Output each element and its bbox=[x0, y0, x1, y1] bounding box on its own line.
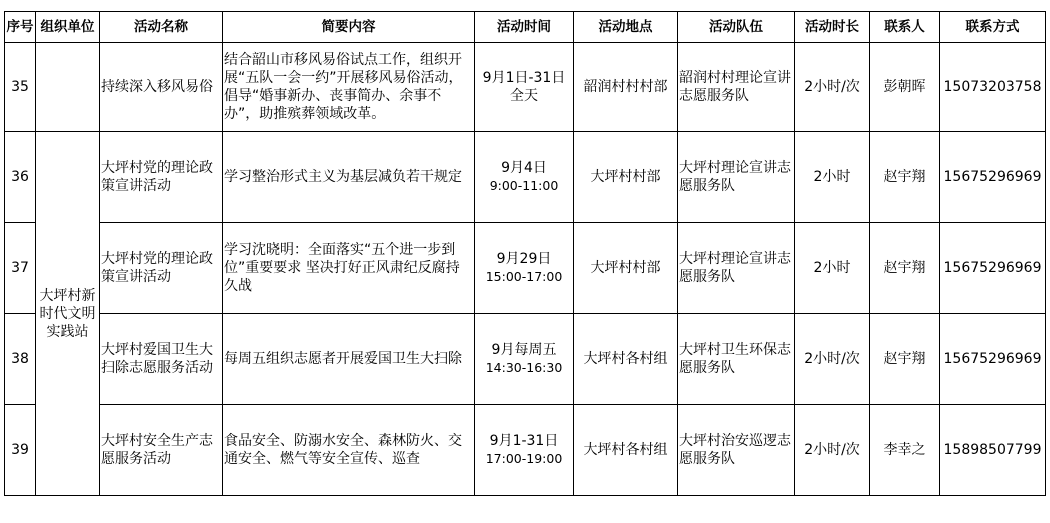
activity-time bbox=[475, 405, 574, 496]
activity-place: 大坪村村部 bbox=[574, 223, 678, 314]
activity-place: 大坪村各村组 bbox=[574, 314, 678, 405]
activity-place: 大坪村各村组 bbox=[574, 405, 678, 496]
time-date: 9月每周五 bbox=[491, 342, 557, 358]
activity-duration: 2小时/次 bbox=[795, 314, 870, 405]
activity-content: 每周五组织志愿者开展爱国卫生大扫除 bbox=[223, 314, 475, 405]
contact-phone: 15073203758 bbox=[940, 43, 1046, 132]
contact-phone: 15675296969 bbox=[940, 314, 1046, 405]
header-cell: 联系人 bbox=[870, 12, 940, 43]
time-date: 9月29日 bbox=[496, 251, 552, 267]
activity-time bbox=[475, 314, 574, 405]
time-date: 9月4日 bbox=[501, 160, 547, 176]
contact-person: 赵宇翔 bbox=[870, 314, 940, 405]
activity-name: 大坪村爱国卫生大扫除志愿服务活动 bbox=[100, 314, 223, 405]
header-cell: 联系方式 bbox=[940, 12, 1046, 43]
table-row bbox=[5, 43, 1046, 132]
header-cell: 序号 bbox=[5, 12, 36, 43]
row-number: 38 bbox=[5, 314, 36, 405]
header-cell: 活动地点 bbox=[574, 12, 678, 43]
row-number: 35 bbox=[5, 43, 36, 132]
contact-person: 赵宇翔 bbox=[870, 132, 940, 223]
activity-name: 大坪村安全生产志愿服务活动 bbox=[100, 405, 223, 496]
activity-content: 食品安全、防溺水安全、森林防火、交通安全、燃气等安全宣传、巡查 bbox=[223, 405, 475, 496]
contact-person: 彭朝晖 bbox=[870, 43, 940, 132]
header-cell: 活动名称 bbox=[100, 12, 223, 43]
time-date: 9月1-31日 bbox=[489, 433, 559, 449]
activity-content: 学习沈晓明：全面落实“五个进一步到位”重要要求 坚决打好正风肃纪反腐持久战 bbox=[223, 223, 475, 314]
activity-team: 大坪村卫生环保志愿服务队 bbox=[678, 314, 795, 405]
table-row bbox=[5, 223, 1046, 314]
activity-name: 大坪村党的理论政策宣讲活动 bbox=[100, 223, 223, 314]
contact-person: 赵宇翔 bbox=[870, 223, 940, 314]
contact-phone: 15675296969 bbox=[940, 223, 1046, 314]
activity-schedule-table bbox=[4, 11, 1046, 496]
activity-duration: 2小时 bbox=[795, 223, 870, 314]
time-range: 9:00-11:00 bbox=[489, 178, 559, 193]
header-cell: 组织单位 bbox=[36, 12, 100, 43]
activity-team: 大坪村理论宣讲志愿服务队 bbox=[678, 223, 795, 314]
org-cell bbox=[36, 43, 100, 132]
table-row bbox=[5, 314, 1046, 405]
header-cell: 活动时间 bbox=[475, 12, 574, 43]
activity-duration: 2小时 bbox=[795, 132, 870, 223]
time-range: 17:00-19:00 bbox=[485, 451, 563, 466]
activity-duration: 2小时/次 bbox=[795, 43, 870, 132]
time-date: 9月1日-31日 bbox=[482, 70, 566, 86]
activity-duration: 2小时/次 bbox=[795, 405, 870, 496]
activity-time bbox=[475, 43, 574, 132]
activity-time bbox=[475, 223, 574, 314]
activity-team: 大坪村理论宣讲志愿服务队 bbox=[678, 132, 795, 223]
org-cell-merged: 大坪村新时代文明实践站 bbox=[36, 132, 100, 496]
activity-team: 韶润村村理论宣讲志愿服务队 bbox=[678, 43, 795, 132]
table-row bbox=[5, 132, 1046, 223]
activity-name: 大坪村党的理论政策宣讲活动 bbox=[100, 132, 223, 223]
activity-place: 大坪村村部 bbox=[574, 132, 678, 223]
activity-content: 学习整治形式主义为基层减负若干规定 bbox=[223, 132, 475, 223]
activity-name: 持续深入移风易俗 bbox=[100, 43, 223, 132]
header-cell: 活动时长 bbox=[795, 12, 870, 43]
contact-phone: 15898507799 bbox=[940, 405, 1046, 496]
row-number: 39 bbox=[5, 405, 36, 496]
row-number: 37 bbox=[5, 223, 36, 314]
header-row bbox=[5, 12, 1046, 43]
time-range: 14:30-16:30 bbox=[485, 360, 563, 375]
activity-content: 结合韶山市移风易俗试点工作，组织开展“五队一会一约”开展移风易俗活动，倡导“婚事新办、丧事简办、余事不办”，助推殡葬领域改革。 bbox=[223, 43, 475, 132]
activity-place: 韶润村村村部 bbox=[574, 43, 678, 132]
time-range: 15:00-17:00 bbox=[485, 269, 563, 284]
time-range: 全天 bbox=[510, 88, 538, 104]
header-cell: 简要内容 bbox=[223, 12, 475, 43]
contact-person: 李幸之 bbox=[870, 405, 940, 496]
activity-time bbox=[475, 132, 574, 223]
header-cell: 活动队伍 bbox=[678, 12, 795, 43]
contact-phone: 15675296969 bbox=[940, 132, 1046, 223]
row-number: 36 bbox=[5, 132, 36, 223]
table-row bbox=[5, 405, 1046, 496]
activity-team: 大坪村治安巡逻志愿服务队 bbox=[678, 405, 795, 496]
